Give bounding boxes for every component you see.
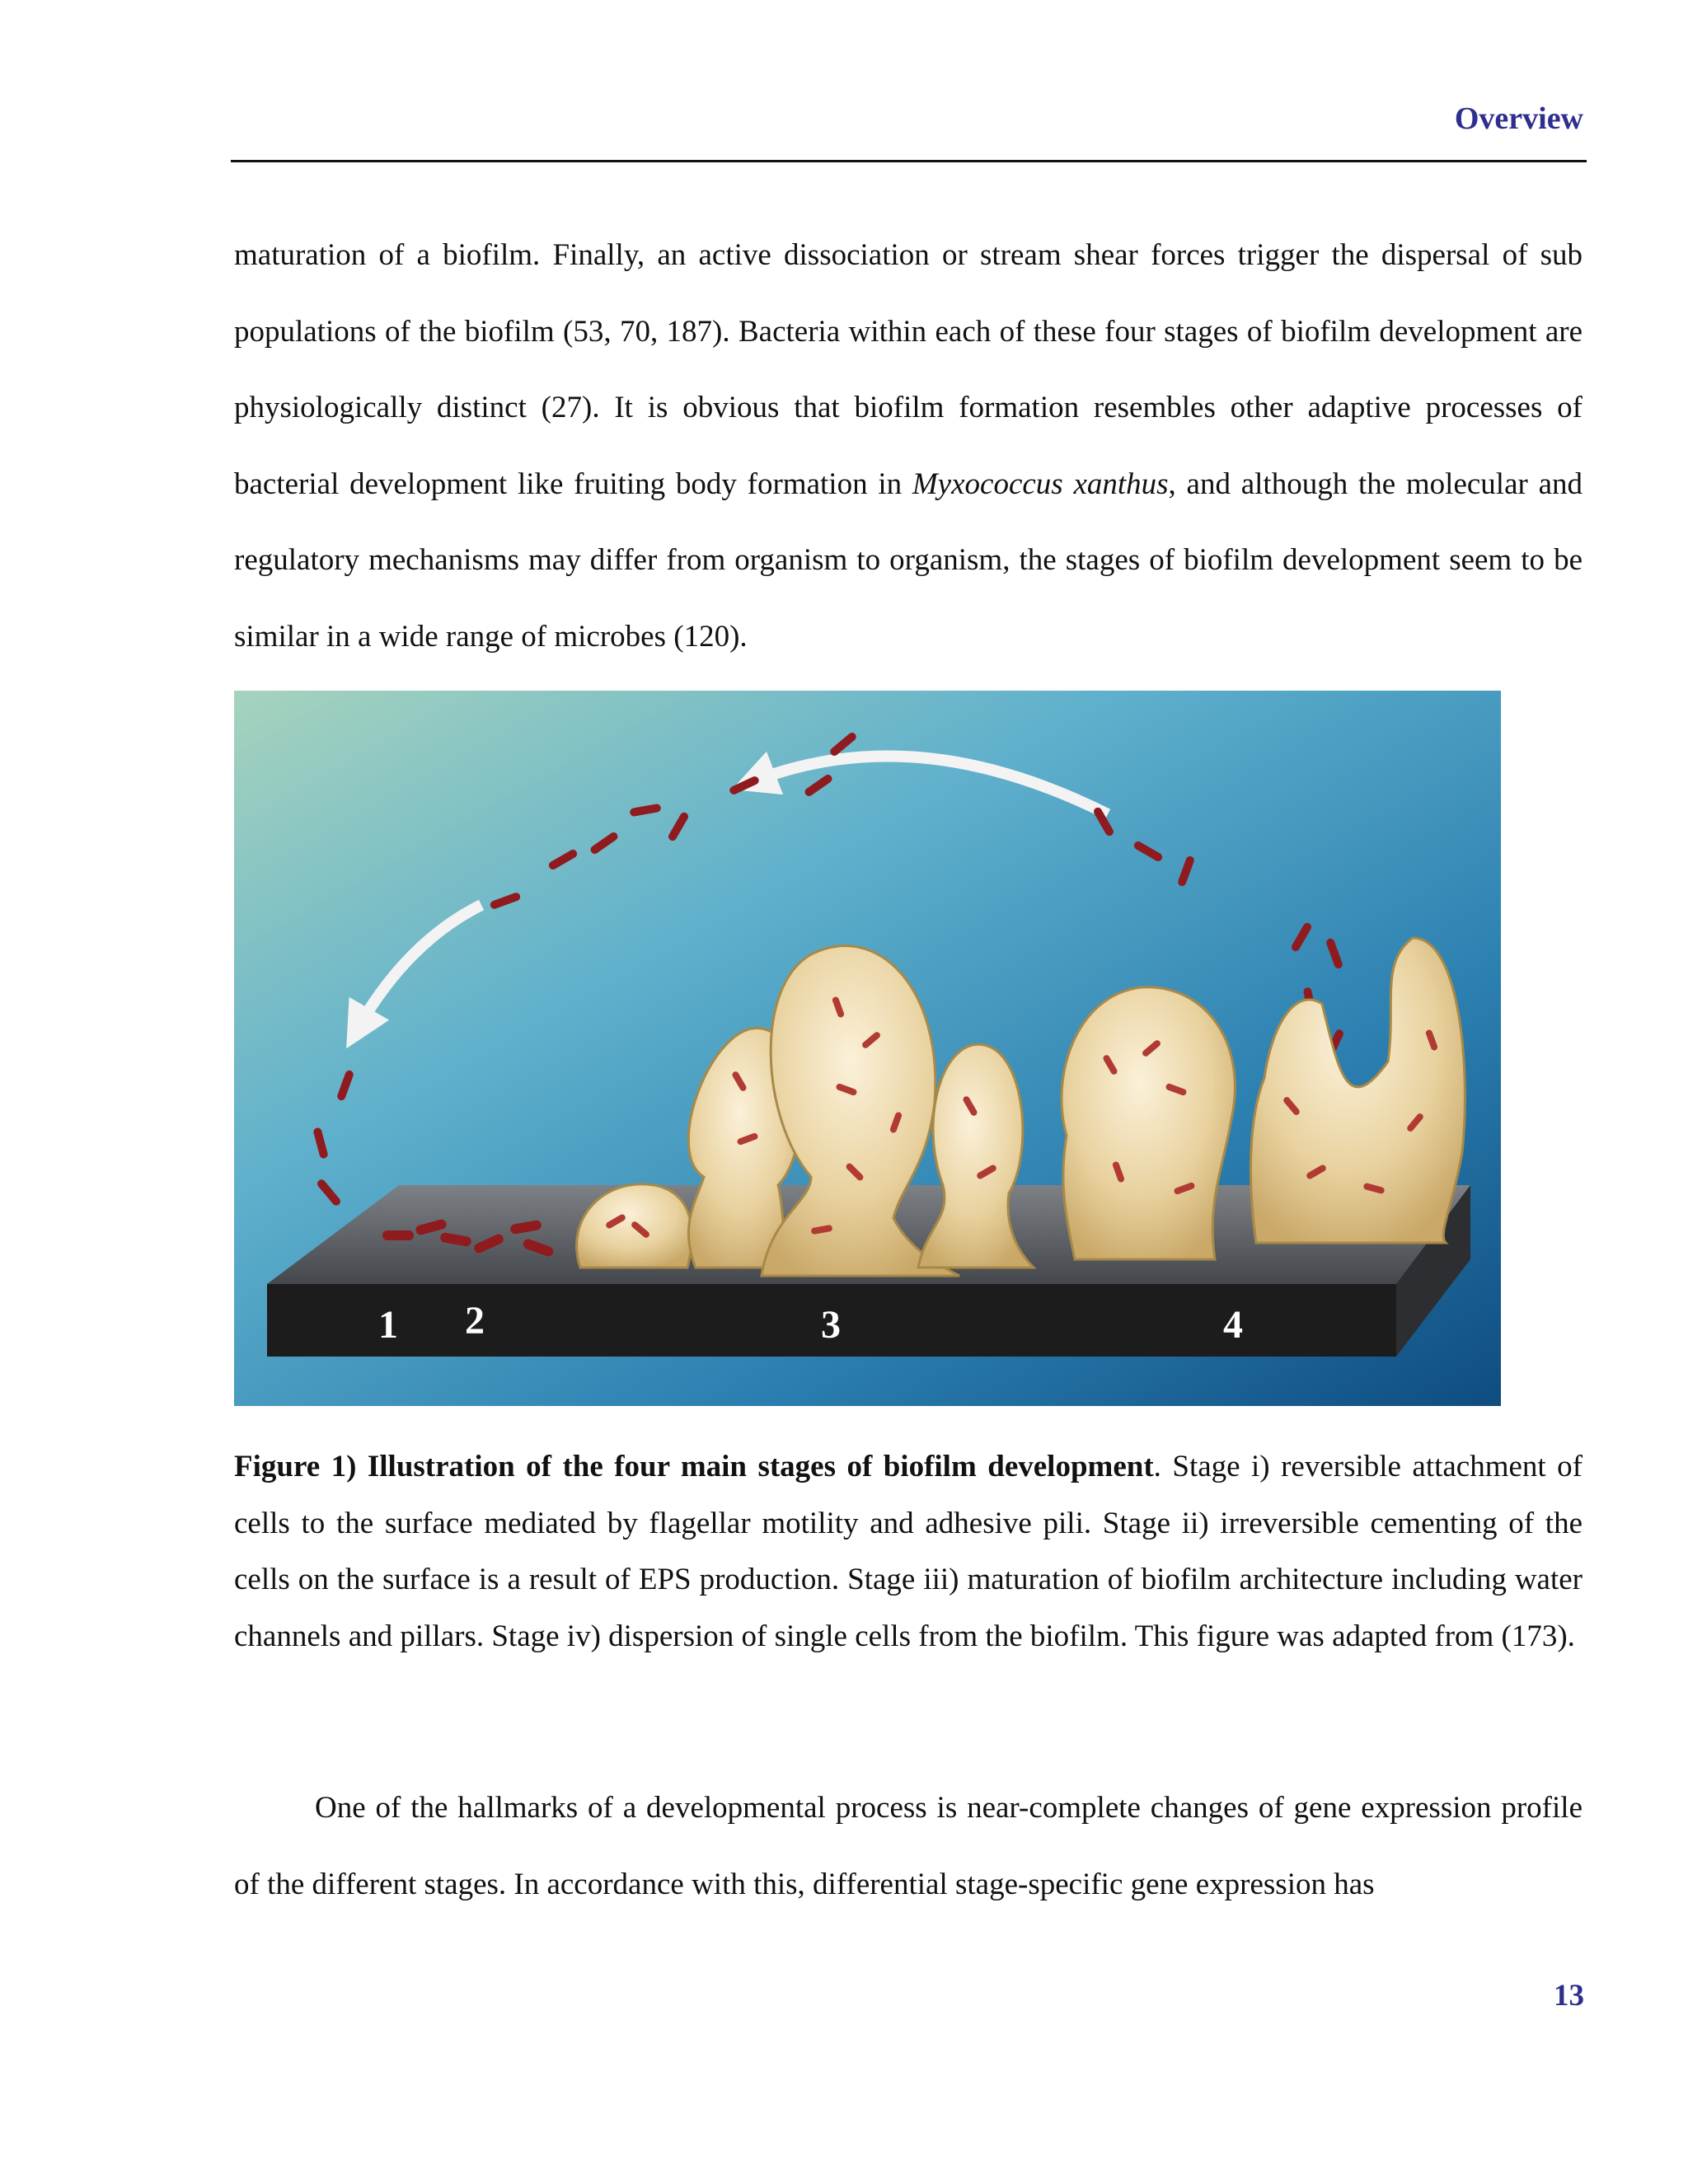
running-header bbox=[231, 97, 1587, 162]
species-name: Myxococcus xanthus bbox=[912, 466, 1169, 501]
stage-label-2: 2 bbox=[465, 1299, 485, 1343]
caption-text: . Stage i) reversible attachment of cells to the surface mediated by flagellar motility and adhesive pili. Stage ii) irreversible cementing of the cells on the surface is a result of EPS production. Stage iii) maturation of biofilm architecture including water channels and pillars. Stage iv) dispersion of single cells from the biofilm. This figure was adapted from (173). bbox=[234, 1450, 1582, 1653]
biofilm-stages-figure bbox=[234, 691, 1501, 1406]
figure-caption bbox=[234, 1439, 1582, 1665]
body-paragraph-2: One of the hallmarks of a developmental process is near-complete changes of gene expression profile of the different stages. In accordance with this, differential stage-specific gene expression has bbox=[234, 1791, 1582, 1901]
stage-label-4: 4 bbox=[1223, 1303, 1243, 1347]
header-title: Overview bbox=[1454, 101, 1583, 136]
paragraph-text: maturation of a biofilm. Finally, an active dissociation or stream shear forces trigger the dispersal of sub populations of the biofilm (53, 70, 187). Bacteria within each of these four stages of biofilm development are physiologically distinct (27). It is obvious that biofilm formation resembles other adaptive processes of bacterial development like fruiting body formation in bbox=[234, 238, 1582, 501]
dispersing-structure-left bbox=[1062, 987, 1235, 1259]
stage-label-3: 3 bbox=[821, 1303, 841, 1347]
stage-label-1: 1 bbox=[378, 1303, 398, 1347]
body-paragraph-1 bbox=[234, 218, 1582, 675]
paragraph-text-continued: , and although the molecular and regulatory mechanisms may differ from organism to organism, the stages of biofilm development seem to be similar in a wide range of microbes (120). bbox=[234, 466, 1582, 654]
caption-title: Figure 1) Illustration of the four main stages of biofilm development bbox=[234, 1450, 1154, 1483]
page-number: 13 bbox=[1554, 1979, 1584, 2013]
